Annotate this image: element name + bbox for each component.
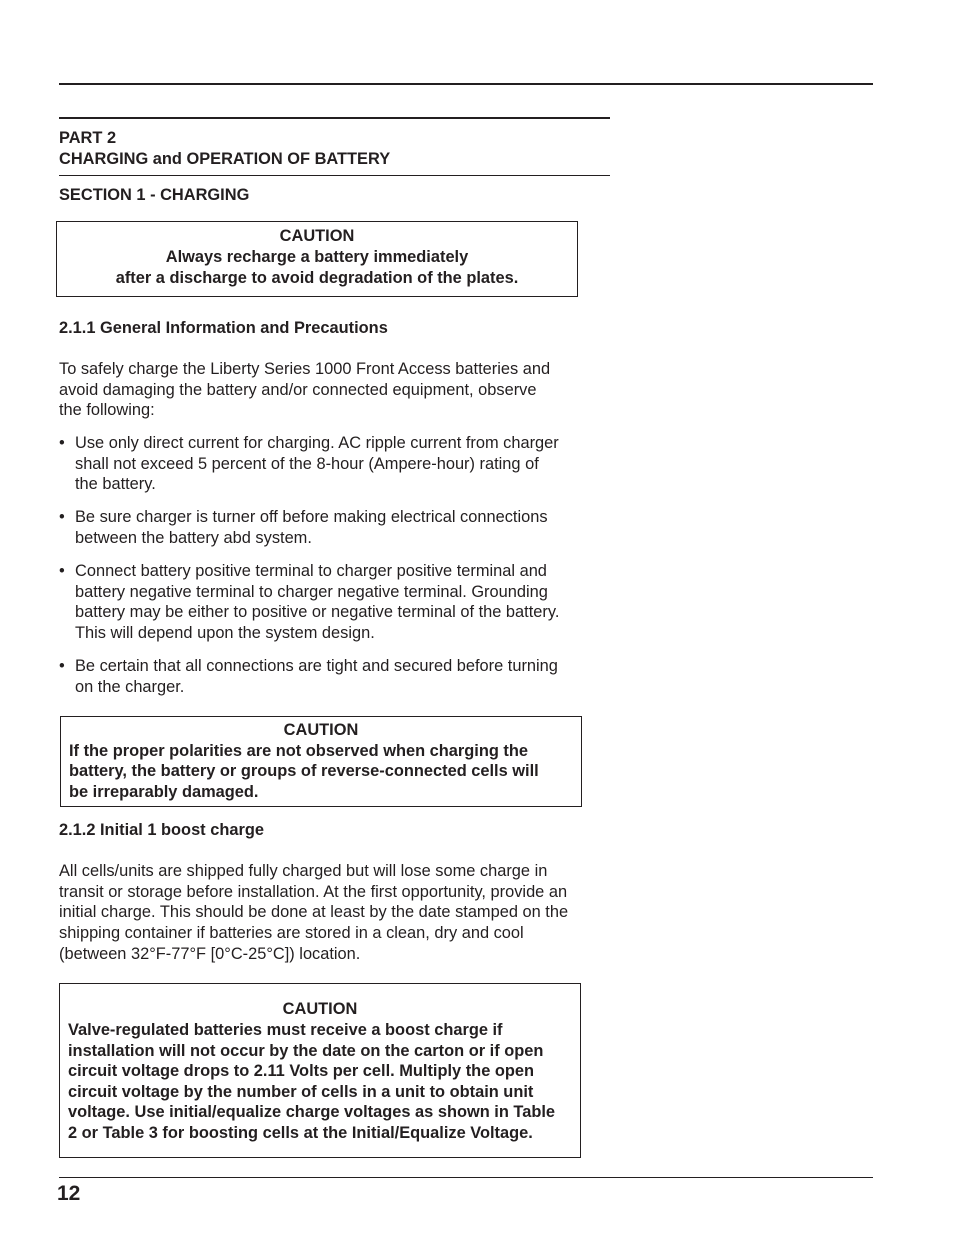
- part-bottom-rule: [59, 175, 610, 176]
- caution-1-line-2: after a discharge to avoid degradation of the plates.: [115, 269, 519, 287]
- subsection-heading-2-1-1: 2.1.1 General Information and Precautions: [59, 319, 388, 337]
- top-rule: [59, 83, 873, 85]
- list-item: [59, 561, 584, 644]
- list-item-line: battery may be either to positive or negative terminal of the battery.: [75, 603, 560, 622]
- list-item-line: on the charger.: [75, 677, 185, 696]
- caution-2-line-1: If the proper polarities are not observed when charging the: [69, 742, 529, 760]
- list-item-line: Connect battery positive terminal to charger positive terminal and: [75, 562, 547, 580]
- bullet-icon: •: [59, 657, 65, 675]
- boost-line-5: (between 32°F-77°F [0°C-25°C]) location.: [59, 945, 361, 963]
- part-top-rule: [59, 117, 610, 119]
- list-item-line: Be sure charger is turner off before making electrical connections: [75, 508, 548, 526]
- list-item: [59, 433, 584, 495]
- boost-line-3: initial charge. This should be done at least by the date stamped on the: [59, 903, 569, 921]
- caution-2-line-3: be irreparably damaged.: [69, 783, 259, 801]
- boost-line-2: transit or storage before installation. At the first opportunity, provide an: [59, 883, 568, 901]
- boost-line-4: shipping container if batteries are stored in a clean, dry and cool: [59, 924, 524, 942]
- list-item-line: between the battery abd system.: [75, 528, 312, 547]
- list-item-line: Be certain that all connections are tight and secured before turning: [75, 657, 558, 675]
- bullet-icon: •: [59, 562, 65, 580]
- bullet-icon: •: [59, 508, 65, 526]
- list-item-line: battery negative terminal to charger negative terminal. Grounding: [75, 582, 548, 601]
- caution-3-line-4: circuit voltage by the number of cells in a unit to obtain unit: [68, 1083, 534, 1101]
- boost-line-1: All cells/units are shipped fully charged but will lose some charge in: [59, 862, 548, 880]
- caution-2-line-2: battery, the battery or groups of reverse-connected cells will: [69, 762, 539, 780]
- footer-rule: [59, 1177, 873, 1178]
- list-item-line: Use only direct current for charging. AC ripple current from charger: [75, 434, 559, 452]
- caution-3-line-5: voltage. Use initial/equalize charge voltages as shown in Table: [68, 1103, 556, 1121]
- caution-2-title: CAUTION: [283, 721, 359, 739]
- part-label: PART 2: [59, 129, 117, 147]
- caution-3-line-1: Valve-regulated batteries must receive a boost charge if: [68, 1021, 503, 1039]
- bullet-icon: •: [59, 434, 65, 452]
- caution-1-title: CAUTION: [279, 227, 355, 245]
- caution-1-line-1: Always recharge a battery immediately: [165, 248, 469, 266]
- caution-3-title: CAUTION: [282, 1000, 358, 1018]
- caution-3-line-6: 2 or Table 3 for boosting cells at the Initial/Equalize Voltage.: [68, 1124, 533, 1142]
- caution-box-2: [60, 716, 582, 807]
- caution-3-line-2: installation will not occur by the date on the carton or if open: [68, 1042, 544, 1060]
- subsection-heading-2-1-2: 2.1.2 Initial 1 boost charge: [59, 821, 264, 839]
- list-item: [59, 656, 584, 697]
- intro-line-2: avoid damaging the battery and/or connected equipment, observe: [59, 381, 537, 399]
- part-title: CHARGING and OPERATION OF BATTERY: [59, 150, 391, 168]
- list-item: [59, 507, 584, 548]
- caution-3-line-3: circuit voltage drops to 2.11 Volts per cell. Multiply the open: [68, 1062, 535, 1080]
- page-number: 12: [57, 1182, 81, 1205]
- section-title: SECTION 1 - CHARGING: [59, 186, 250, 204]
- intro-line-3: the following:: [59, 401, 155, 419]
- caution-box-3: [59, 983, 581, 1158]
- list-item-line: the battery.: [75, 475, 156, 494]
- intro-line-1: To safely charge the Liberty Series 1000 Front Access batteries and: [59, 360, 551, 378]
- caution-box-1: [56, 221, 578, 297]
- list-item-line: This will depend upon the system design.: [75, 624, 375, 643]
- list-item-line: shall not exceed 5 percent of the 8-hour (Ampere-hour) rating of: [75, 454, 539, 473]
